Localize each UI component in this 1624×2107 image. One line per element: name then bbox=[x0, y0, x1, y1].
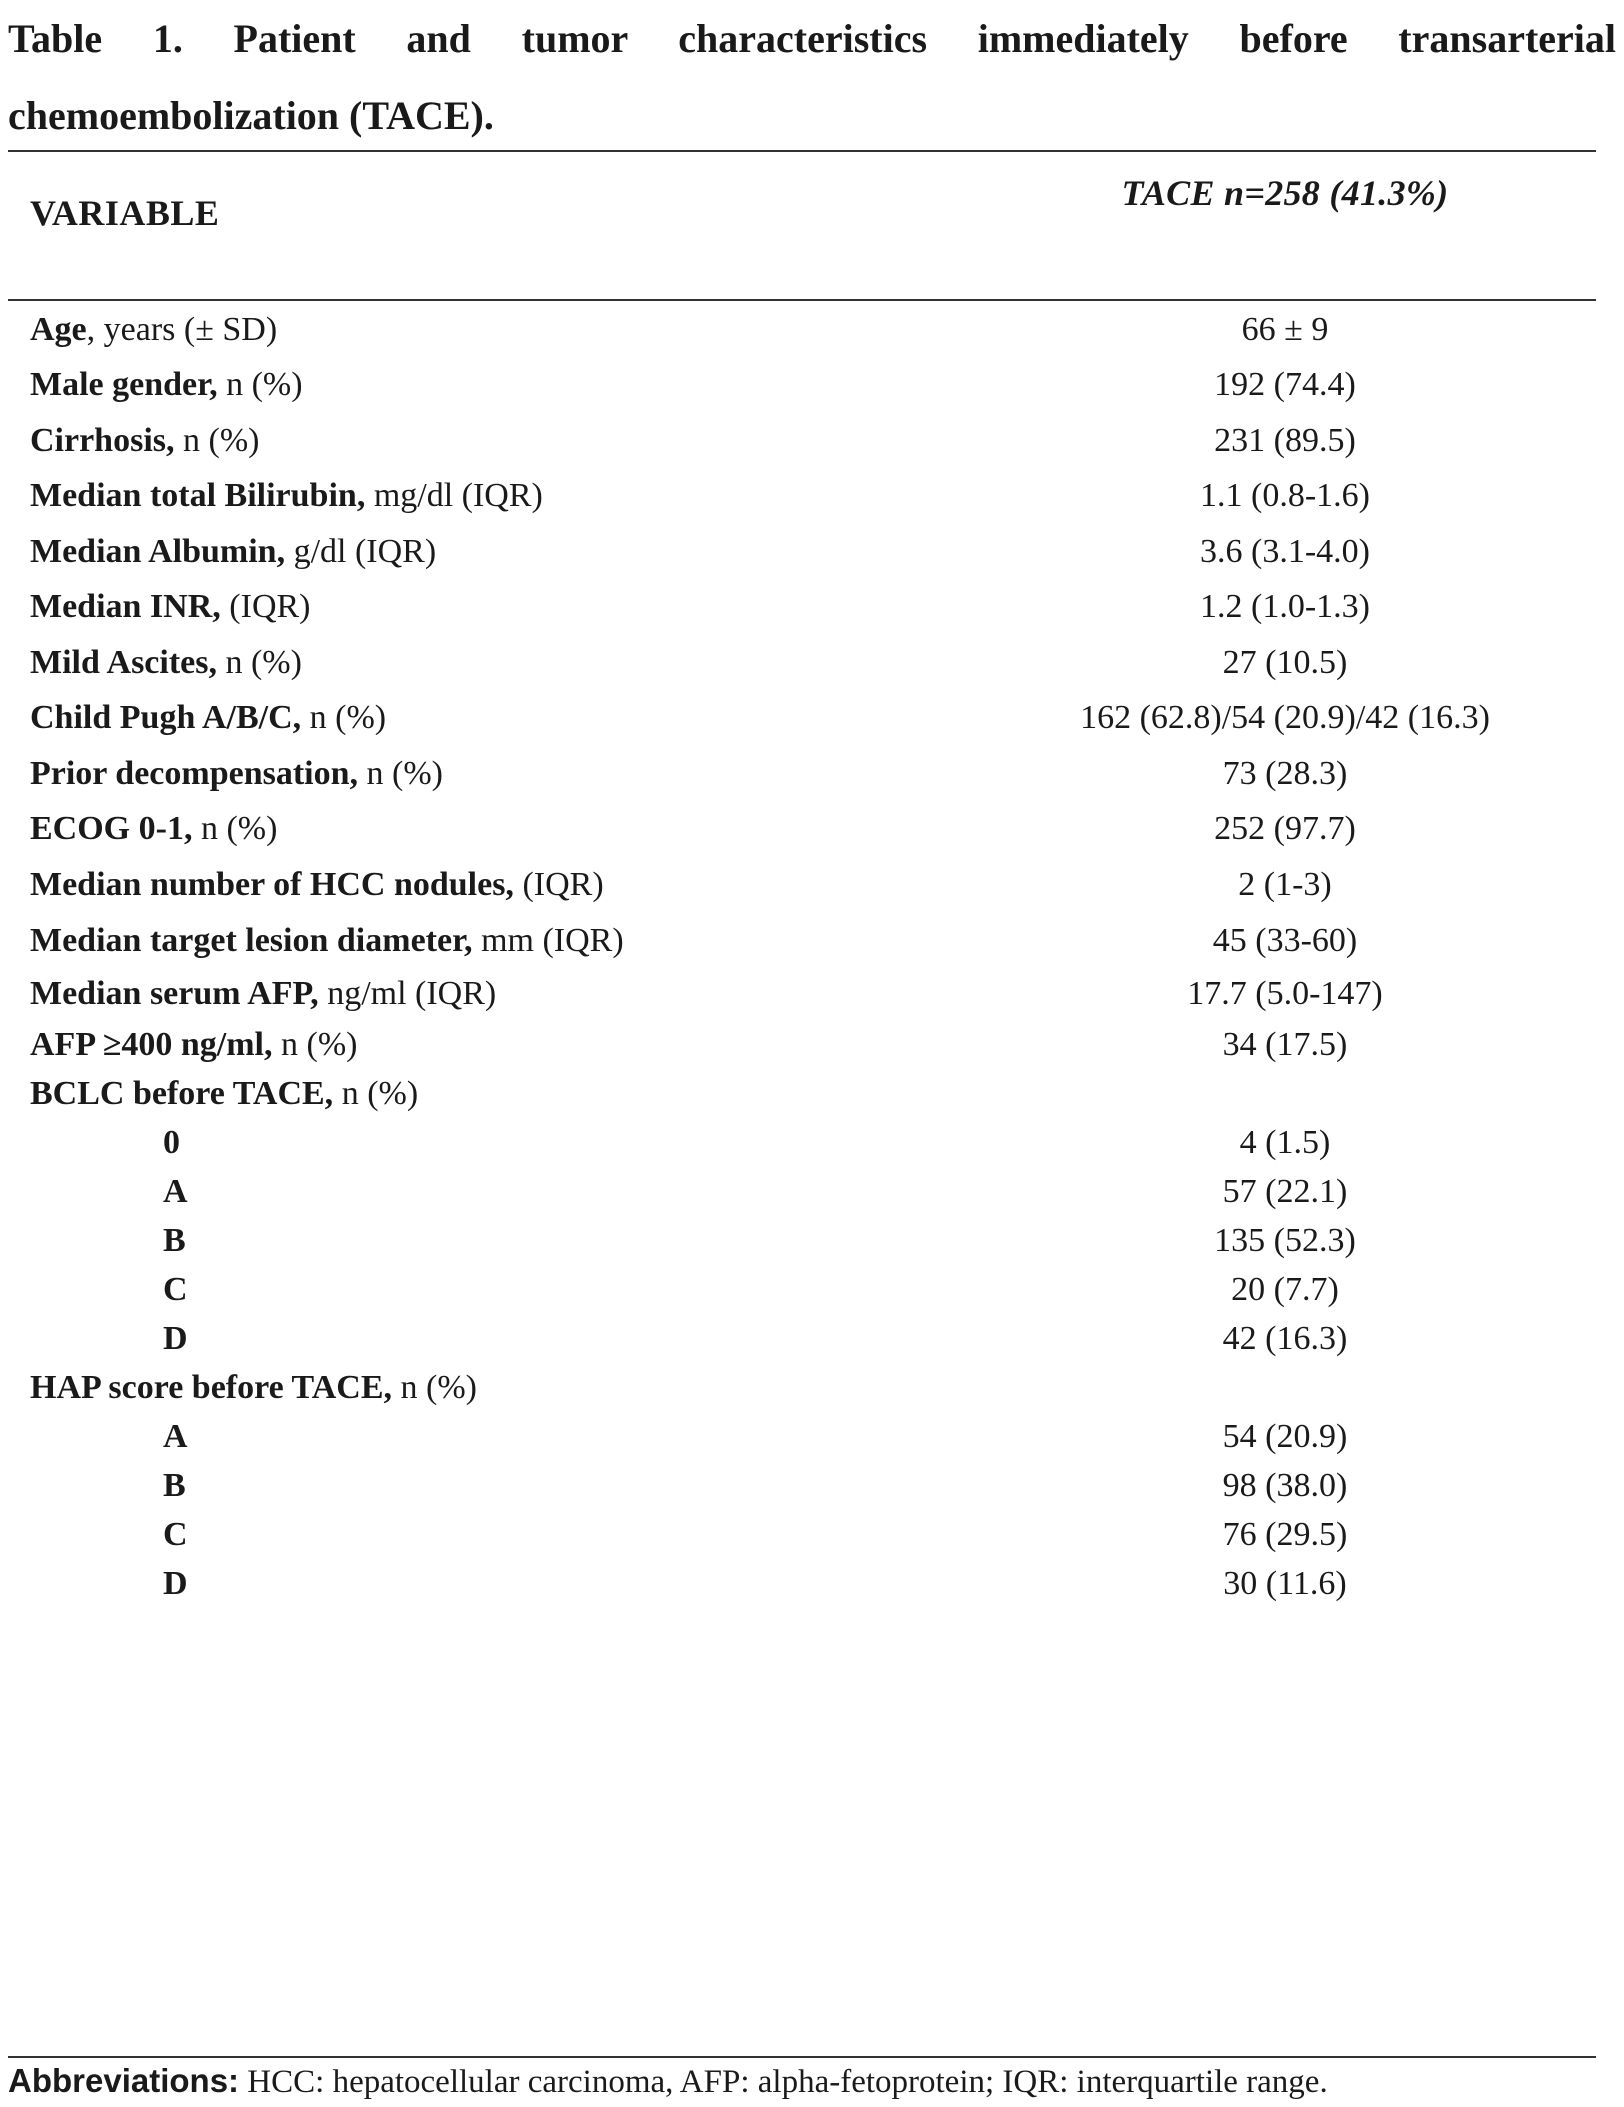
row-label-unit: n (%) bbox=[174, 422, 260, 459]
table-row bbox=[0, 527, 1624, 577]
row-label bbox=[30, 969, 496, 1019]
row-label-unit: (IQR) bbox=[220, 588, 311, 625]
row-label-bold: Cirrhosis, bbox=[30, 422, 175, 459]
table-subrow bbox=[0, 1265, 1624, 1315]
row-label-bold: ECOG 0-1, bbox=[30, 810, 193, 847]
row-label bbox=[30, 749, 443, 799]
table-row bbox=[0, 416, 1624, 466]
row-value: 27 (10.5) bbox=[1222, 644, 1348, 681]
footnote-text: HCC: hepatocellular carcinoma, AFP: alpha-fetoprotein; IQR: interquartile range. bbox=[239, 2064, 1328, 2100]
row-label bbox=[30, 804, 277, 854]
row-value: 252 (97.7) bbox=[1214, 810, 1356, 847]
row-label-unit: n (%) bbox=[192, 810, 278, 847]
row-value: 162 (62.8)/54 (20.9)/42 (16.3) bbox=[1080, 699, 1490, 736]
row-label: C bbox=[163, 1516, 188, 1553]
row-value: 17.7 (5.0-147) bbox=[1187, 975, 1383, 1012]
row-label: B bbox=[163, 1222, 186, 1259]
row-label-bold: Median serum AFP, bbox=[30, 975, 319, 1012]
header-variable: VARIABLE bbox=[30, 193, 220, 233]
header-tace-group: TACE n=258 (41.3%) bbox=[1121, 173, 1449, 213]
table-row bbox=[0, 305, 1624, 355]
row-label-unit: n (%) bbox=[358, 755, 443, 792]
table-subrow bbox=[0, 1118, 1624, 1168]
row-label-unit: ng/ml (IQR) bbox=[318, 975, 497, 1012]
row-label bbox=[30, 693, 386, 743]
table-subrow bbox=[0, 1314, 1624, 1364]
row-label-bold: Male gender, bbox=[30, 366, 218, 403]
row-value: 2 (1-3) bbox=[1238, 866, 1332, 903]
table-row bbox=[0, 1069, 1624, 1119]
row-value: 42 (16.3) bbox=[1222, 1320, 1348, 1357]
table-subrow bbox=[0, 1167, 1624, 1217]
row-label-unit: n (%) bbox=[301, 699, 387, 736]
row-value: 1.2 (1.0-1.3) bbox=[1200, 588, 1370, 625]
row-value: 231 (89.5) bbox=[1214, 422, 1356, 459]
row-label-unit: (IQR) bbox=[513, 866, 604, 903]
row-value: 3.6 (3.1-4.0) bbox=[1200, 533, 1370, 570]
row-label: D bbox=[163, 1320, 188, 1357]
table-row bbox=[0, 360, 1624, 410]
table-subrow bbox=[0, 1412, 1624, 1462]
table-subrow bbox=[0, 1559, 1624, 1609]
row-label-unit: mg/dl (IQR) bbox=[365, 477, 543, 514]
row-label-bold: HAP score before TACE, bbox=[30, 1369, 392, 1406]
row-value: 66 ± 9 bbox=[1241, 311, 1329, 348]
row-value: 45 (33-60) bbox=[1212, 922, 1358, 959]
row-value: 98 (38.0) bbox=[1222, 1467, 1348, 1504]
row-label-unit: n (%) bbox=[333, 1075, 419, 1112]
row-label-bold: Median target lesion diameter, bbox=[30, 922, 473, 959]
row-label-unit: n (%) bbox=[272, 1026, 358, 1063]
row-value: 54 (20.9) bbox=[1222, 1418, 1348, 1455]
row-label: 0 bbox=[163, 1124, 180, 1161]
row-value: 76 (29.5) bbox=[1222, 1516, 1348, 1553]
row-value: 4 (1.5) bbox=[1239, 1124, 1331, 1161]
table-top-rule bbox=[8, 150, 1596, 152]
table-row bbox=[0, 804, 1624, 854]
row-label-bold: Mild Ascites, bbox=[30, 644, 217, 681]
table-subrow bbox=[0, 1510, 1624, 1560]
row-label: C bbox=[163, 1271, 188, 1308]
row-label: A bbox=[163, 1173, 188, 1210]
table-row bbox=[0, 693, 1624, 743]
table-row bbox=[0, 749, 1624, 799]
table-row bbox=[0, 582, 1624, 632]
row-label bbox=[30, 305, 277, 355]
row-label-bold: Median Albumin, bbox=[30, 533, 286, 570]
row-label bbox=[30, 638, 302, 688]
row-label bbox=[30, 1020, 357, 1070]
row-label-bold: Median total Bilirubin, bbox=[30, 477, 366, 514]
row-label: A bbox=[163, 1418, 188, 1455]
table-header-rule bbox=[8, 299, 1596, 301]
footnote-label: Abbreviations: bbox=[8, 2062, 240, 2099]
row-label-unit: , years (± SD) bbox=[86, 311, 278, 348]
row-label-unit: n (%) bbox=[216, 644, 302, 681]
table-row bbox=[0, 916, 1624, 966]
row-label bbox=[30, 582, 311, 632]
table-row bbox=[0, 860, 1624, 910]
row-label bbox=[30, 1069, 418, 1119]
row-label-bold: Child Pugh A/B/C, bbox=[30, 699, 302, 736]
table-subrow bbox=[0, 1216, 1624, 1266]
row-label bbox=[30, 1363, 477, 1413]
row-label bbox=[30, 471, 543, 521]
row-label bbox=[30, 860, 604, 910]
row-label-unit: n (%) bbox=[217, 366, 303, 403]
row-label-bold: Median INR, bbox=[30, 588, 221, 625]
row-label-bold: Age bbox=[30, 311, 87, 348]
row-label: B bbox=[163, 1467, 186, 1504]
row-value: 34 (17.5) bbox=[1222, 1026, 1348, 1063]
row-value: 192 (74.4) bbox=[1214, 366, 1356, 403]
row-value: 57 (22.1) bbox=[1222, 1173, 1348, 1210]
table-row bbox=[0, 471, 1624, 521]
row-label-unit: mm (IQR) bbox=[472, 922, 624, 959]
table-row bbox=[0, 1020, 1624, 1070]
row-label bbox=[30, 360, 303, 410]
row-label bbox=[30, 916, 624, 966]
row-value: 135 (52.3) bbox=[1214, 1222, 1356, 1259]
row-label-bold: BCLC before TACE, bbox=[30, 1075, 334, 1112]
row-label-bold: AFP ≥400 ng/ml, bbox=[30, 1026, 273, 1063]
row-label bbox=[30, 527, 436, 577]
row-label-bold: Prior decompensation, bbox=[30, 755, 359, 792]
row-value: 30 (11.6) bbox=[1223, 1565, 1347, 1602]
row-label bbox=[30, 416, 259, 466]
row-value: 1.1 (0.8-1.6) bbox=[1200, 477, 1370, 514]
table-subrow bbox=[0, 1461, 1624, 1511]
row-label-bold: Median number of HCC nodules, bbox=[30, 866, 514, 903]
table-row bbox=[0, 638, 1624, 688]
table-caption: Table 1. Patient and tumor characteristics immediately before transarterial chemoembolization (TACE). bbox=[8, 16, 1616, 138]
table-row bbox=[0, 1363, 1624, 1413]
row-label: D bbox=[163, 1565, 188, 1602]
table-footnote bbox=[8, 2058, 1328, 2105]
table-row bbox=[0, 969, 1624, 1019]
row-value: 20 (7.7) bbox=[1231, 1271, 1339, 1308]
row-label-unit: g/dl (IQR) bbox=[285, 533, 437, 570]
row-value: 73 (28.3) bbox=[1222, 755, 1348, 792]
row-label-unit: n (%) bbox=[392, 1369, 477, 1406]
